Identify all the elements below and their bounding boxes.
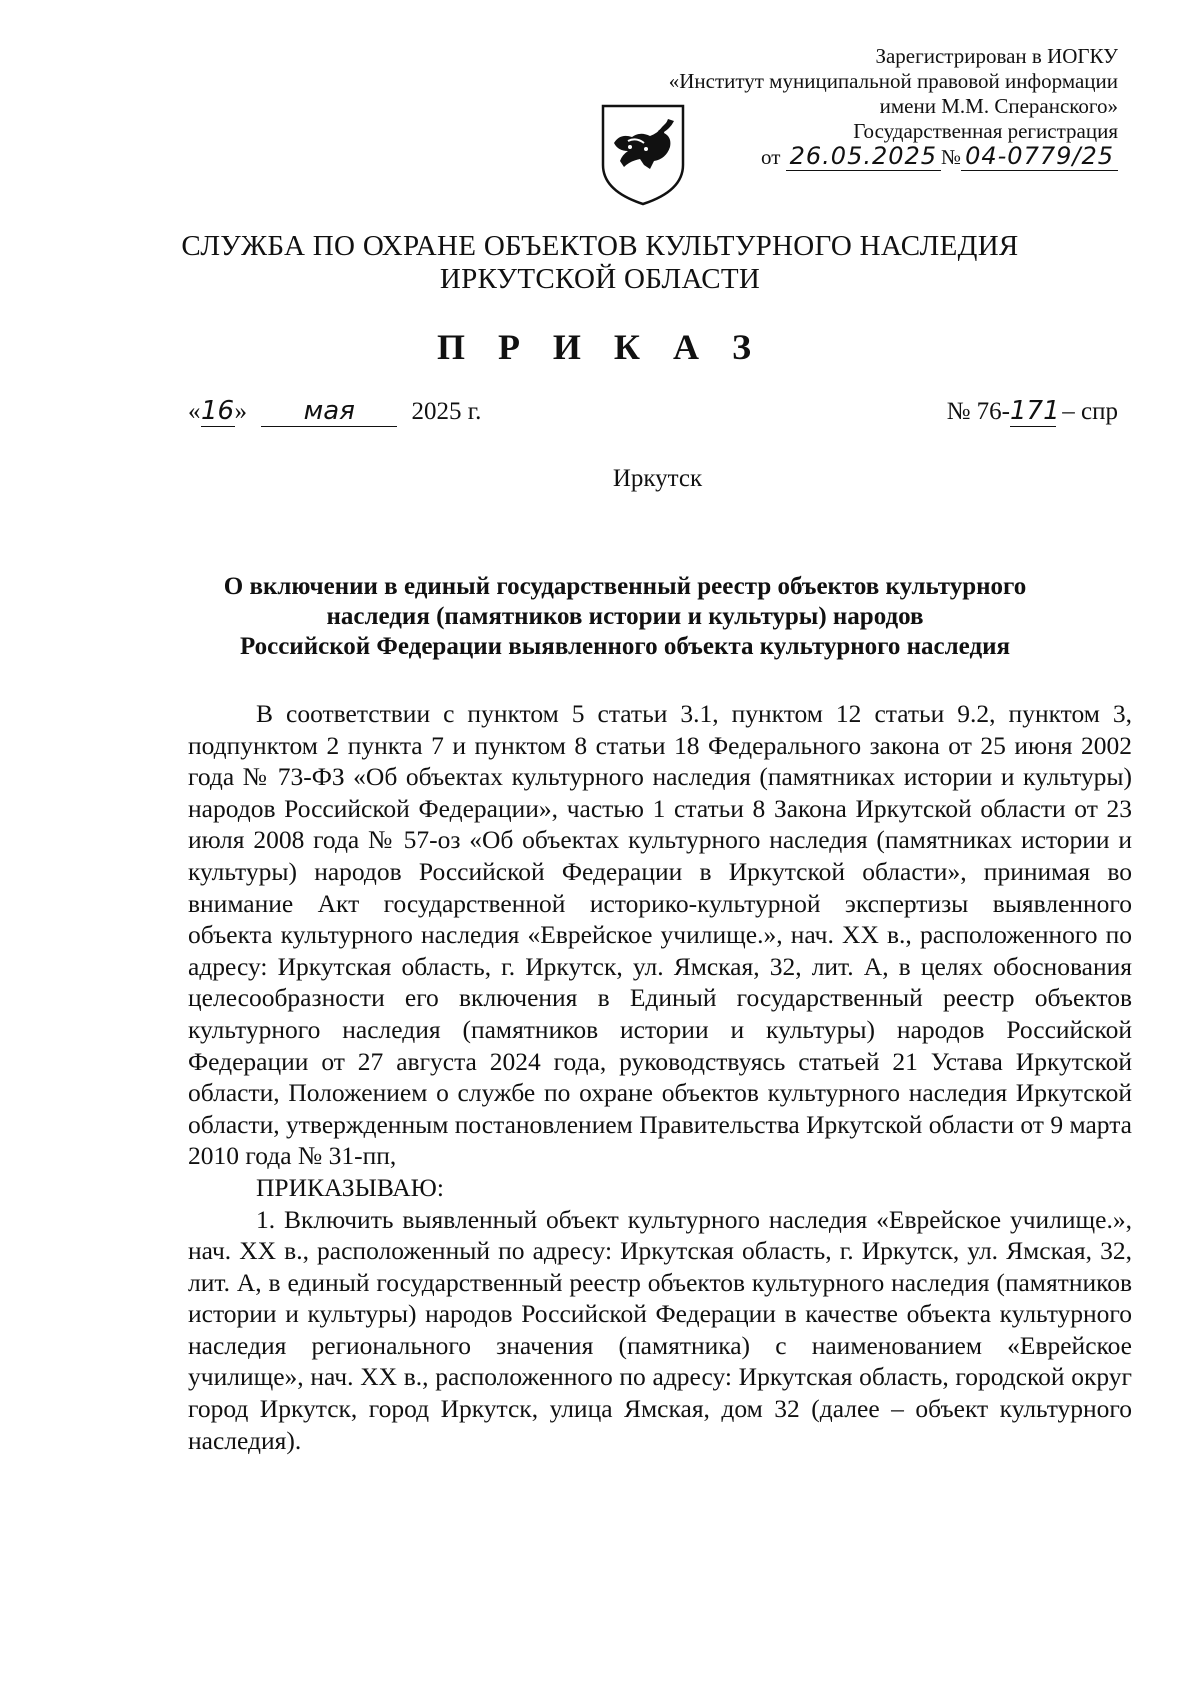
order-number-suffix: – спр bbox=[1062, 398, 1118, 425]
order-number bbox=[947, 396, 1118, 427]
document-body bbox=[188, 698, 1132, 1456]
item-1-paragraph: 1. Включить выявленный объект культурного наследия «Еврейское училище.», нач. XX в., расположенный по адресу: Иркутская область, г. Иркутск, ул. Ямская, 32, лит. А, в единый государственный реестр объектов культурного наследия (памятников истории и культуры) народов Российской Федерации в качестве объекта культурного наследия регионального значения (памятника) с наименованием «Еврейское училище», нач. XX в., расположенного по адресу: Иркутская область, городской округ город Иркутск, город Иркутск, улица Ямская, дом 32 (далее – объект культурного наследия). bbox=[188, 1204, 1132, 1455]
date-open-quote: « bbox=[188, 398, 201, 425]
registration-date: 26.05.2025 bbox=[786, 142, 941, 171]
date-month: мая bbox=[261, 396, 397, 427]
heading-line-3: Российской Федерации выявленного объекта культурного наследия bbox=[239, 633, 1011, 660]
authority-name bbox=[0, 230, 1200, 296]
irkutsk-coat-of-arms-icon bbox=[600, 103, 686, 207]
registration-line-3: имени М.М. Сперанского» bbox=[879, 94, 1118, 118]
heading-line-2: наследия (памятников истории и культуры) народов bbox=[326, 603, 924, 630]
registration-number: 04-0779/25 bbox=[961, 142, 1118, 171]
registration-from-label: от bbox=[760, 145, 781, 169]
order-number-prefix: № 76- bbox=[946, 398, 1011, 425]
date-close-quote: » bbox=[234, 398, 247, 425]
preamble-paragraph: В соответствии с пунктом 5 статьи 3.1, пунктом 12 статьи 9.2, пунктом 3, подпунктом 2 пункта 7 и пунктом 8 статьи 18 Федерального закона от 25 июня 2002 года № 73-ФЗ «Об объектах культурного наследия (памятниках истории и культуры) народов Российской Федерации», частью 1 статьи 8 Закона Иркутской области от 23 июля 2008 года № 57-оз «Об объектах культурного наследия (памятниках истории и культуры) народов Российской Федерации в Иркутской области», принимая во внимание Акт государственной историко-культурной экспертизы выявленного объекта культурного наследия «Еврейское училище.», нач. XX в., расположенного по адресу: Иркутская область, г. Иркутск, ул. Ямская, 32, лит. А, в целях обоснования целесообразности его включения в Единый государственный реестр объектов культурного наследия (памятников истории и культуры) народов Российской Федерации от 27 августа 2024 года, руководствуясь статьей 21 Устава Иркутской области, Положением о службе по охране объектов культурного наследия Иркутской области, утвержденным постановлением Правительства Иркутской области от 9 марта 2010 года № 31-пп, bbox=[188, 699, 1132, 1171]
date-year: 2025 г. bbox=[411, 398, 482, 425]
registration-line-4: Государственная регистрация bbox=[853, 119, 1118, 143]
order-number-handwritten: 171 bbox=[1010, 396, 1060, 426]
heading-line-1: О включении в единый государственный реестр объектов культурного bbox=[223, 573, 1027, 600]
authority-line-1: СЛУЖБА ПО ОХРАНЕ ОБЪЕКТОВ КУЛЬТУРНОГО НАСЛЕДИЯ bbox=[181, 230, 1019, 262]
registration-line-1: Зарегистрирован в ИОГКУ bbox=[875, 44, 1118, 68]
authority-line-2: ИРКУТСКОЙ ОБЛАСТИ bbox=[439, 263, 761, 295]
order-word: ПРИКАЗЫВАЮ: bbox=[256, 1172, 444, 1202]
registration-line-2: «Институт муниципальной правовой информации bbox=[668, 69, 1118, 93]
date-day: 16 bbox=[200, 396, 235, 426]
city: Иркутск bbox=[612, 465, 703, 492]
document-type: П Р И К А З bbox=[436, 327, 764, 367]
registration-number-label: № bbox=[941, 145, 962, 169]
document-heading bbox=[150, 572, 1100, 662]
order-date bbox=[188, 396, 481, 427]
